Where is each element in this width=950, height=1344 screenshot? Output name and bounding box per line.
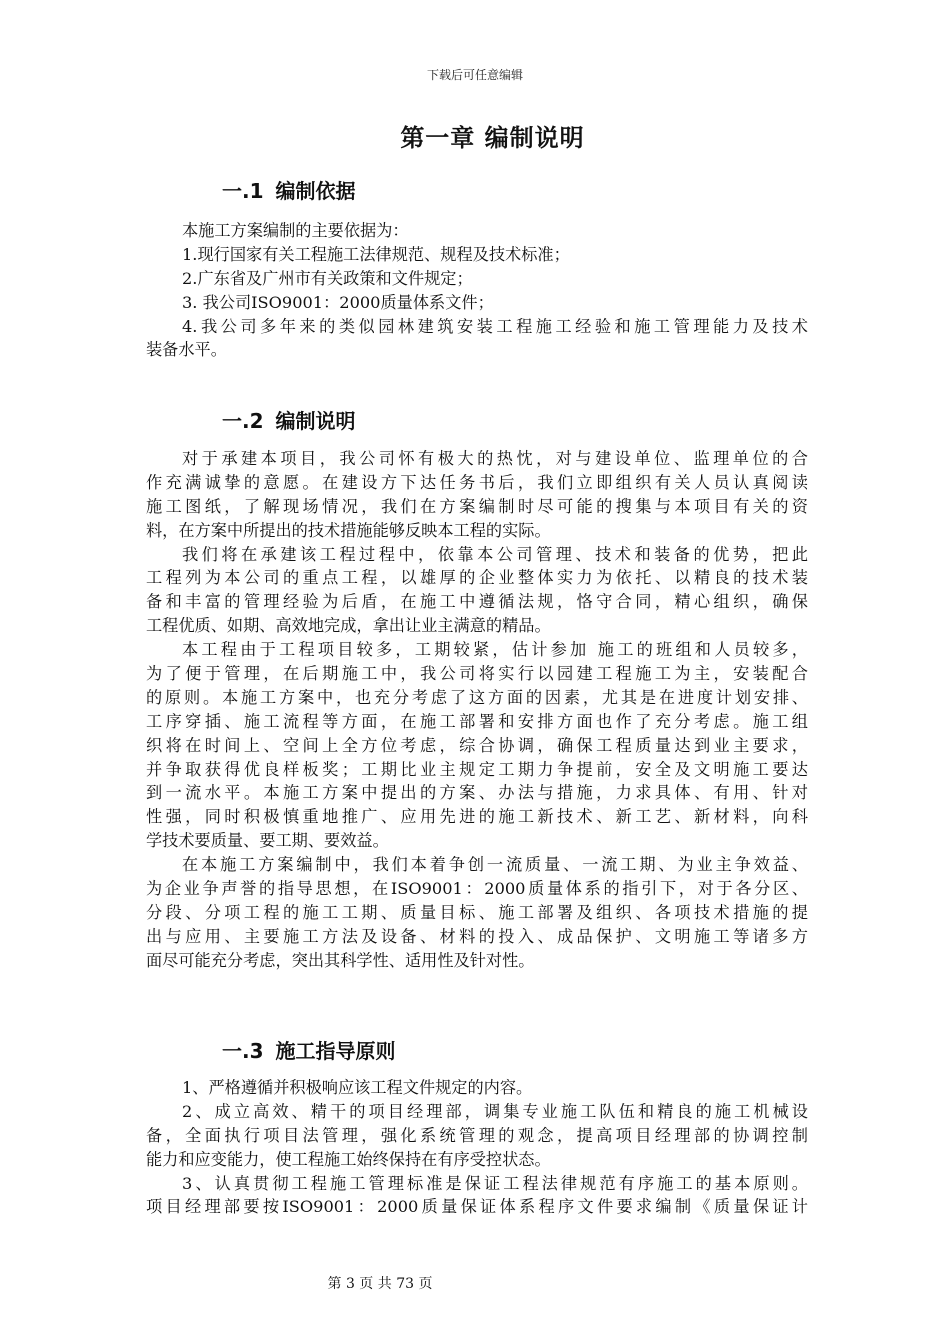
paragraph-line: 1.现行国家有关工程施工法律规范、规程及技术标准； bbox=[182, 244, 570, 264]
paragraph-line: 性强，同时积极慎重地推广、应用先进的施工新技术、新工艺、新材料，向科 bbox=[146, 807, 808, 827]
paragraph-line: 出与应用、主要施工方法及设备、材料的投入、成品保护、文明施工等诸多方 bbox=[146, 926, 808, 946]
paragraph-line: 1、严格遵循并积极响应该工程文件规定的内容。 bbox=[182, 1078, 533, 1097]
paragraph-line: 分段、分项工程的施工工期、质量目标、施工部署及组织、各项技术措施的提 bbox=[146, 902, 808, 922]
section-title: 编制依据 bbox=[275, 179, 356, 203]
paragraph-line: 工程优质、如期、高效地完成，拿出让业主满意的精品。 bbox=[146, 616, 551, 636]
section-heading-2 bbox=[222, 405, 356, 434]
section-heading-1 bbox=[222, 175, 356, 204]
paragraph-line: 装备水平。 bbox=[146, 340, 227, 360]
paragraph-line: 料，在方案中所提出的技术措施能够反映本工程的实际。 bbox=[146, 520, 551, 540]
paragraph-line: 到一流水平。本施工方案中提出的方案、办法与措施，力求具体、有用、针对 bbox=[146, 783, 808, 803]
paragraph-line: 并争取获得优良样板奖；工期比业主规定工期力争提前，安全及文明施工要达 bbox=[146, 759, 808, 779]
paragraph-line: 为企业争声誉的指导思想，在ISO9001：2000质量体系的指引下，对于各分区、 bbox=[146, 879, 808, 899]
section-title: 施工指导原则 bbox=[275, 1039, 396, 1063]
paragraph-line: 工序穿插、施工流程等方面，在施工部署和安排方面也作了充分考虑。施工组 bbox=[146, 711, 808, 731]
section-number: 一.1 bbox=[222, 179, 264, 203]
paragraph-line: 织将在时间上、空间上全方位考虑，综合协调，确保工程质量达到业主要求， bbox=[146, 735, 808, 755]
paragraph-line: 能力和应变能力，使工程施工始终保持在有序受控状态。 bbox=[146, 1149, 551, 1169]
paragraph-line: 备，全面执行项目法管理，强化系统管理的观念，提高项目经理部的协调控制 bbox=[146, 1125, 808, 1145]
paragraph-line: 我们将在承建该工程过程中，依靠本公司管理、技术和装备的优势，把此 bbox=[182, 544, 808, 564]
paragraph-line: 对于承建本项目，我公司怀有极大的热忱，对与建设单位、监理单位的合 bbox=[182, 449, 808, 468]
paragraph-line: 项目经理部要按ISO9001：2000质量保证体系程序文件要求编制《质量保证计 bbox=[146, 1197, 808, 1217]
paragraph-line: 2、成立高效、精干的项目经理部，调集专业施工队伍和精良的施工机械设 bbox=[182, 1101, 808, 1121]
section-body-2 bbox=[146, 447, 808, 973]
section-body-1 bbox=[146, 219, 808, 362]
paragraph-line: 2.广东省及广州市有关政策和文件规定； bbox=[182, 268, 473, 288]
paragraph-line: 的原则。本施工方案中，也充分考虑了这方面的因素，尤其是在进度计划安排、 bbox=[146, 687, 808, 707]
paragraph-line: 作充满诚挚的意愿。在建设方下达任务书后，我们立即组织有关人员认真阅读 bbox=[146, 472, 808, 492]
header-note: 下载后可任意编辑 bbox=[426, 68, 523, 82]
paragraph-line: 4.我公司多年来的类似园林建筑安装工程施工经验和施工管理能力及技术 bbox=[182, 316, 808, 336]
chapter-title: 第一章 编制说明 bbox=[400, 124, 585, 152]
section-title: 编制说明 bbox=[275, 409, 356, 433]
paragraph-line: 工程列为本公司的重点工程，以雄厚的企业整体实力为依托、以精良的技术装 bbox=[146, 568, 808, 588]
paragraph-line: 3、认真贯彻工程施工管理标准是保证工程法律规范有序施工的基本原则。 bbox=[182, 1173, 808, 1193]
section-heading-3 bbox=[222, 1035, 396, 1064]
paragraph-line: 为了便于管理，在后期施工中，我公司将实行以园建工程施工为主，安装配合 bbox=[146, 664, 808, 684]
paragraph-line: 本施工方案编制的主要依据为： bbox=[182, 221, 409, 240]
paragraph-line: 施工图纸，了解现场情况，我们在方案编制时尽可能的搜集与本项目有关的资 bbox=[146, 496, 808, 516]
paragraph-line: 面尽可能充分考虑，突出其科学性、适用性及针对性。 bbox=[146, 950, 535, 970]
paragraph-line: 本工程由于工程项目较多，工期较紧，估计参加 施工的班组和人员较多， bbox=[182, 640, 808, 660]
paragraph-line: 备和丰富的管理经验为后盾，在施工中遵循法规，恪守合同，精心组织，确保 bbox=[146, 592, 808, 612]
paragraph-line: 3. 我公司ISO9001：2000质量体系文件； bbox=[182, 292, 494, 312]
section-body-3 bbox=[146, 1076, 808, 1219]
paragraph-line: 在本施工方案编制中，我们本着争创一流质量、一流工期、为业主争效益、 bbox=[182, 855, 808, 875]
page-footer: 第 3 页 共 73 页 bbox=[327, 1276, 433, 1292]
section-number: 一.3 bbox=[222, 1039, 264, 1063]
paragraph-line: 学技术要质量、要工期、要效益。 bbox=[146, 831, 389, 851]
section-number: 一.2 bbox=[222, 409, 264, 433]
